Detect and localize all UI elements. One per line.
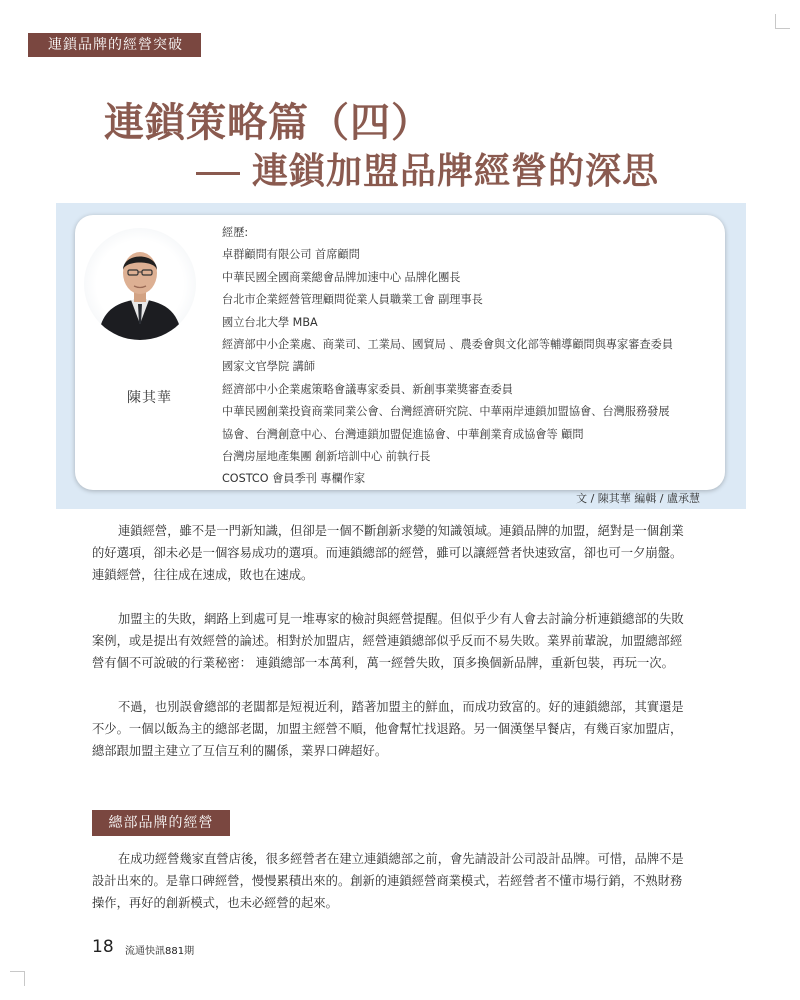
bio-line: 中華民國全國商業總會品牌加速中心 品牌化團長 — [222, 270, 461, 284]
person-photo-icon — [84, 228, 196, 340]
body-paragraph-4 — [92, 848, 718, 914]
body-paragraph-3 — [92, 696, 718, 762]
article-subtitle-text: 連鎖加盟品牌經營的深思 — [252, 151, 660, 192]
paragraph-line: 總部跟加盟主建立了互信互利的關係，業界口碑超好。 — [92, 744, 388, 758]
paragraph-line: 案例，或是提出有效經營的論述。相對於加盟店，經營連鎖總部似乎反而不易失敗。業界前輩說，加盟總部經 — [92, 634, 683, 648]
title-dash — [196, 172, 240, 175]
bio-line: 國立台北大學 MBA — [222, 315, 318, 329]
bio-line: 國家文官學院 講師 — [222, 360, 316, 374]
magazine-issue: 流通快訊881期 — [125, 946, 195, 957]
body-paragraph-2 — [92, 608, 718, 674]
bio-line: 卓群顧問有限公司 首席顧問 — [222, 248, 360, 262]
paragraph-line: 連鎖經營，雖不是一門新知識，但卻是一個不斷創新求變的知識領域。連鎖品牌的加盟，絕對是一個創業 — [118, 524, 684, 538]
byline: 文 / 陳其華 編輯 / 盧承慧 — [576, 492, 700, 505]
bio-line: 中華民國創業投資商業同業公會、台灣經濟研究院、中華兩岸連鎖加盟協會、台灣服務發展 — [222, 405, 670, 419]
paragraph-line: 加盟主的失敗，網路上到處可見一堆專家的檢討與經營提醒。但似乎少有人會去討論分析連鎖總部的失敗 — [118, 612, 684, 626]
bio-line: 台北市企業經營管理顧問從業人員職業工會 副理事長 — [222, 293, 483, 307]
body-paragraph-1 — [92, 520, 718, 586]
author-name: 陳其華 — [127, 390, 172, 406]
paragraph-line: 的好選項，卻未必是一個容易成功的選項。而連鎖總部的經營，雖可以讓經營者快速致富，卻也可一夕崩盤。 — [92, 546, 683, 560]
subheading-tag: 總部品牌的經營 — [92, 810, 230, 836]
bio-line: 經濟部中小企業處策略會議專家委員、新創事業獎審查委員 — [222, 382, 513, 396]
page-number: 18 — [92, 937, 114, 957]
bio-line: 經歷: — [222, 226, 249, 239]
author-bio-list — [222, 222, 722, 491]
paragraph-line: 設計出來的。是靠口碑經營，慢慢累積出來的。創新的連鎖經營商業模式，若經營者不懂市場行銷，不熟財務 — [92, 874, 683, 888]
paragraph-line: 連鎖經營，往往成在速成，敗也在速成。 — [92, 568, 314, 582]
crop-mark-bottom-left — [10, 971, 25, 986]
paragraph-line: 營有個不可說破的行業秘密： 連鎖總部一本萬利，萬一經營失敗，頂多換個新品牌，重新包裝，再玩一次。 — [92, 656, 674, 670]
bio-line: COSTCO 會員季刊 專欄作家 — [222, 472, 366, 486]
paragraph-line: 操作，再好的創新模式，也未必經營的起來。 — [92, 896, 338, 910]
article-title: 連鎖策略篇（四） — [104, 100, 432, 146]
paragraph-line: 在成功經營幾家直營店後，很多經營者在建立連鎖總部之前，會先請設計公司設計品牌。可惜，品牌不是 — [118, 852, 684, 866]
crop-mark-top-right — [775, 14, 790, 29]
section-tag: 連鎖品牌的經營突破 — [28, 33, 201, 57]
bio-line: 協會、台灣創意中心、台灣連鎖加盟促進協會、中華創業育成協會等 顧問 — [222, 427, 584, 441]
article-subtitle — [196, 148, 659, 196]
bio-line: 台灣房屋地產集團 創新培訓中心 前執行長 — [222, 450, 431, 464]
paragraph-line: 不過，也別誤會總部的老闆都是短視近利，踏著加盟主的鮮血，而成功致富的。好的連鎖總部，其實還是 — [118, 700, 684, 714]
author-portrait — [84, 228, 196, 340]
bio-line: 經濟部中小企業處、商業司、工業局、國貿局 、農委會與文化部等輔導顧問與專家審查委員 — [222, 338, 674, 352]
paragraph-line: 不少。一個以飯為主的總部老闆，加盟主經營不順，他會幫忙找退路。另一個漢堡早餐店，有幾百家加盟店， — [92, 722, 683, 736]
